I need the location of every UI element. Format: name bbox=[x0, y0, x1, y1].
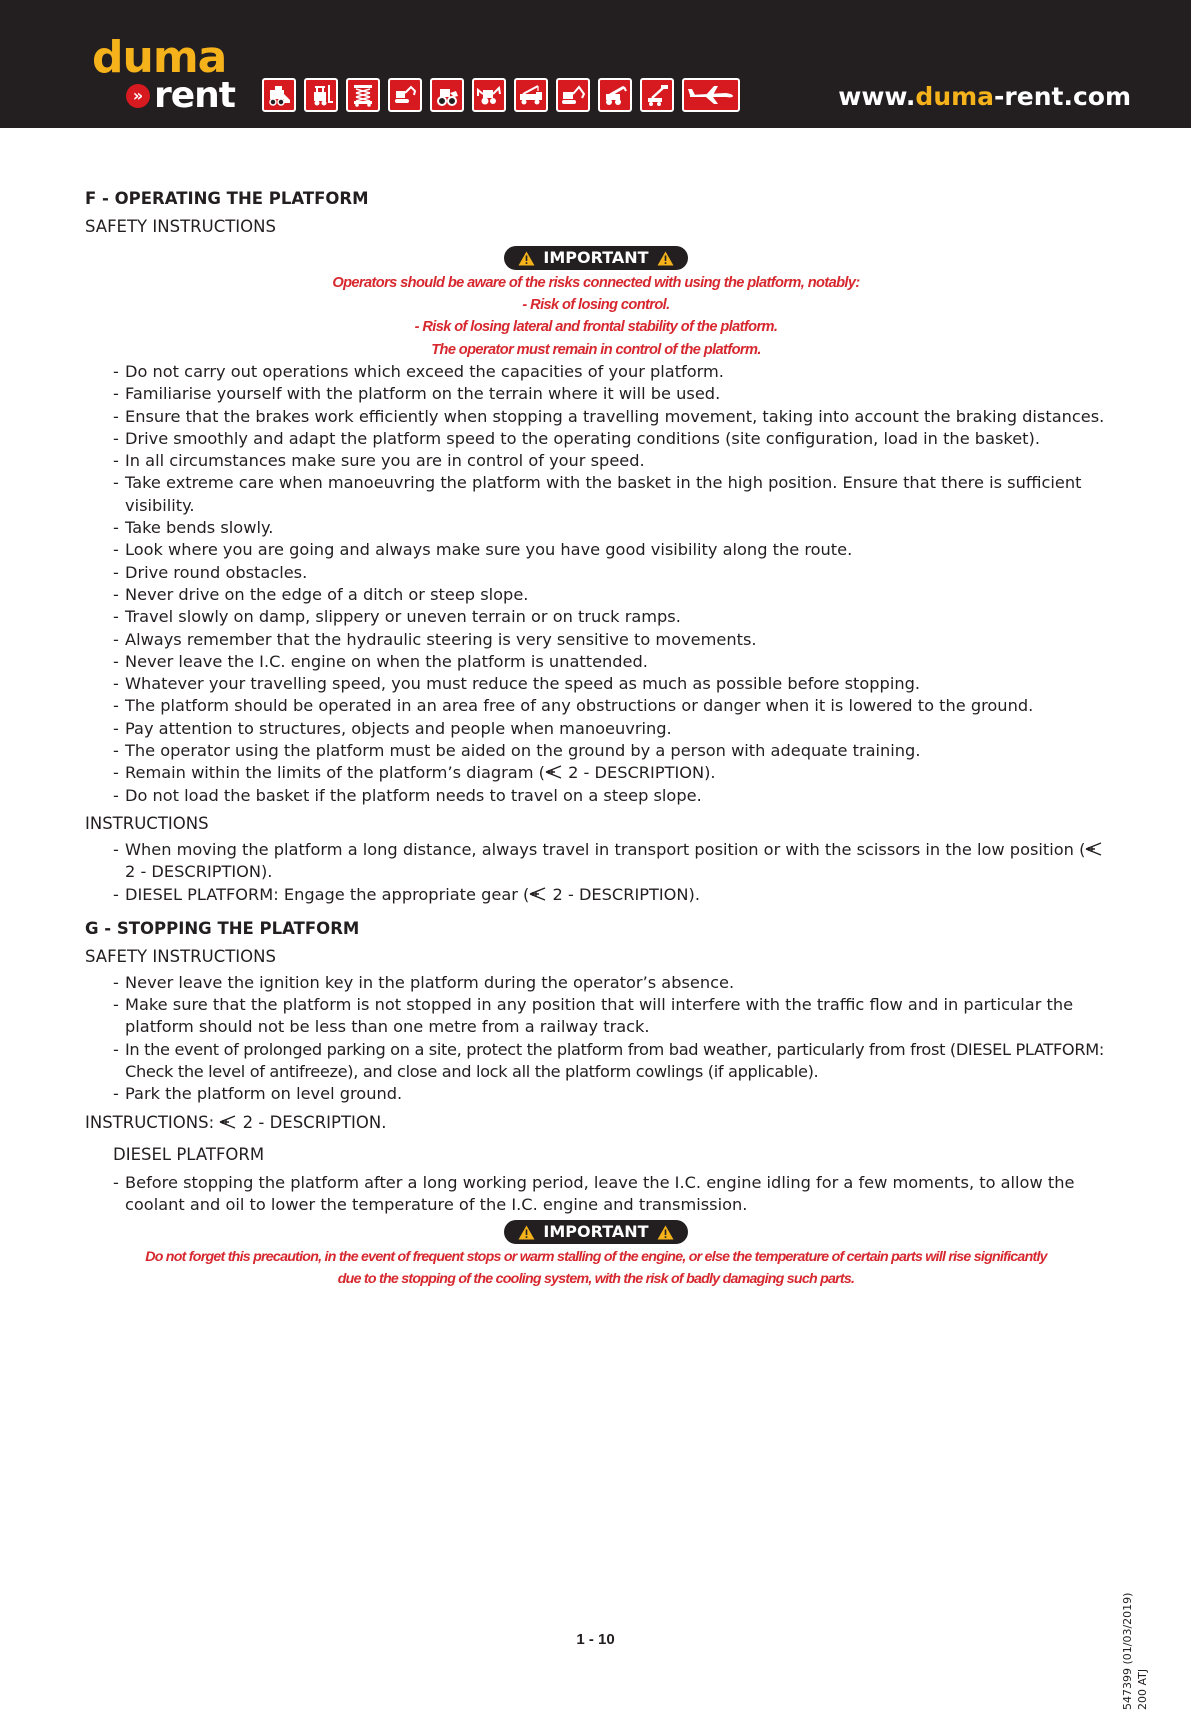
warning-icon bbox=[657, 251, 674, 266]
list-item: - Park the platform on level ground. bbox=[113, 1084, 403, 1104]
duma-rent-logo[interactable] bbox=[92, 32, 242, 116]
aircraft-icon bbox=[682, 78, 740, 112]
machine-icon-strip bbox=[262, 78, 740, 112]
important-note-g bbox=[85, 1246, 1107, 1291]
list-item: - Never leave the ignition key in the platform during the operator’s absence. bbox=[113, 972, 735, 992]
list-item: - Make sure that the platform is not stopped in any position that will interfere with the traffic flow and in particular the platform should not be less than one metre from a railway track. bbox=[113, 995, 1074, 1037]
list-item: - Remain within the limits of the platform’s diagram ( 2 - DESCRIPTION). bbox=[113, 763, 716, 783]
chevron-icon: » bbox=[126, 84, 150, 108]
diesel-platform-list bbox=[85, 1172, 1107, 1217]
list-item: - Do not carry out operations which exceed the capacities of your platform. bbox=[113, 361, 724, 381]
list-item: - Look where you are going and always make sure you have good visibility along the route. bbox=[113, 540, 853, 560]
reference-pointer-icon bbox=[219, 1115, 237, 1129]
list-item: - Do not load the basket if the platform needs to travel on a steep slope. bbox=[113, 785, 702, 805]
list-item: - Pay attention to structures, objects and people when manoeuvring. bbox=[113, 718, 672, 738]
list-item: - The operator using the platform must be aided on the ground by a person with adequate training. bbox=[113, 741, 921, 761]
excavator-icon bbox=[556, 78, 590, 112]
logo-rent-row bbox=[126, 75, 236, 116]
important-line: - Risk of losing control. bbox=[522, 297, 670, 314]
important-line: Do not forget this precaution, in the event of frequent stops or warm stalling of the engine, or else the temperature of certain parts will rise significantly bbox=[145, 1248, 1047, 1265]
list-item: - Always remember that the hydraulic steering is very sensitive to movements. bbox=[113, 629, 757, 649]
list-item: - Drive smoothly and adapt the platform speed to the operating conditions (site configuration, load in the basket). bbox=[113, 428, 1040, 448]
url-highlight: duma bbox=[915, 82, 995, 111]
important-badge bbox=[504, 246, 687, 270]
logo-rent-text: rent bbox=[154, 75, 236, 116]
forklift-icon bbox=[304, 78, 338, 112]
list-item: - DIESEL PLATFORM: Engage the appropriate gear ( 2 - DESCRIPTION). bbox=[113, 884, 700, 904]
skid-steer-icon bbox=[262, 78, 296, 112]
section-g-safety-list bbox=[85, 972, 1107, 1106]
section-f-safety-list bbox=[85, 361, 1107, 807]
important-line: The operator must remain in control of the platform. bbox=[431, 341, 761, 358]
reference-pointer-icon bbox=[529, 887, 547, 901]
important-note-f bbox=[85, 272, 1107, 361]
doc-ref-number: 547399 (01/03/2019) bbox=[1121, 1592, 1134, 1710]
crane-truck-icon bbox=[514, 78, 548, 112]
section-g-instructions-label: INSTRUCTIONS: 2 - DESCRIPTION. bbox=[85, 1112, 387, 1132]
section-f-instructions-list bbox=[85, 839, 1107, 906]
warning-icon bbox=[518, 251, 535, 266]
important-label: IMPORTANT bbox=[543, 248, 649, 267]
important-line: due to the stopping of the cooling system, with the risk of badly damaging such parts. bbox=[337, 1271, 855, 1288]
list-item: - Ensure that the brakes work efficiently when stopping a travelling movement, taking into account the braking distances. bbox=[113, 406, 1105, 426]
reference-pointer-icon bbox=[1085, 842, 1103, 856]
important-label: IMPORTANT bbox=[543, 1222, 649, 1242]
scissor-lift-icon bbox=[346, 78, 380, 112]
logo-duma-text: duma bbox=[92, 32, 227, 83]
backhoe-icon bbox=[472, 78, 506, 112]
list-item: - Take bends slowly. bbox=[113, 518, 274, 538]
important-badge-row bbox=[85, 246, 1107, 272]
important-line: - Risk of losing lateral and frontal stability of the platform. bbox=[414, 319, 778, 336]
list-item: - Take extreme care when manoeuvring the platform with the basket in the high position. Ensure that there is sufficient visibility. bbox=[113, 473, 1082, 515]
list-item: - Familiarise yourself with the platform on the terrain where it will be used. bbox=[113, 384, 721, 404]
page-header bbox=[0, 0, 1191, 128]
diesel-platform-label: DIESEL PLATFORM bbox=[113, 1144, 265, 1164]
section-f-safety-label: SAFETY INSTRUCTIONS bbox=[85, 217, 276, 236]
compact-loader-icon bbox=[430, 78, 464, 112]
list-item: - Before stopping the platform after a long working period, leave the I.C. engine idling for a few moments, to allow the coolant and oil to lower the temperature of the I.C. engine and transmission. bbox=[113, 1172, 1075, 1214]
list-item: - In the event of prolonged parking on a site, protect the platform from bad weather, particularly from frost (DIESEL PLATFORM: Check the level of antifreeze), and close and lock all the platform cowlings (if applicable). bbox=[113, 1039, 1104, 1081]
list-item: - Drive round obstacles. bbox=[113, 562, 308, 582]
important-line: Operators should be aware of the risks connected with using the platform, notably: bbox=[332, 274, 860, 291]
telehandler-icon bbox=[598, 78, 632, 112]
list-item: - Never leave the I.C. engine on when the platform is unattended. bbox=[113, 651, 648, 671]
mini-excavator-icon bbox=[388, 78, 422, 112]
list-item: - The platform should be operated in an area free of any obstructions or danger when it is lowered to the ground. bbox=[113, 696, 1034, 716]
doc-model: 200 ATJ bbox=[1136, 1668, 1149, 1710]
reference-pointer-icon bbox=[545, 765, 563, 779]
list-item: - Travel slowly on damp, slippery or uneven terrain or on truck ramps. bbox=[113, 607, 681, 627]
warning-icon bbox=[657, 1225, 674, 1240]
list-item: - When moving the platform a long distance, always travel in transport position or with the scissors in the low position ( 2 - DESCRIPTION). bbox=[113, 839, 1107, 884]
warning-icon bbox=[518, 1225, 535, 1240]
list-item: - Whatever your travelling speed, you must reduce the speed as much as possible before stopping. bbox=[113, 674, 921, 694]
document-body bbox=[85, 188, 1107, 1291]
section-f-instructions-label: INSTRUCTIONS bbox=[85, 813, 209, 833]
section-g-safety-label: SAFETY INSTRUCTIONS bbox=[85, 946, 276, 966]
page-number: 1 - 10 bbox=[576, 1631, 615, 1648]
url-prefix: www. bbox=[838, 82, 916, 111]
important-badge bbox=[504, 1220, 687, 1244]
section-g-title: G - STOPPING THE PLATFORM bbox=[85, 918, 360, 938]
url-suffix: -rent.com bbox=[994, 82, 1131, 111]
list-item: - In all circumstances make sure you are in control of your speed. bbox=[113, 451, 645, 471]
important-badge-row bbox=[85, 1220, 1107, 1246]
list-item: - Never drive on the edge of a ditch or steep slope. bbox=[113, 584, 529, 604]
website-link[interactable] bbox=[838, 82, 1131, 112]
section-f-title: F - OPERATING THE PLATFORM bbox=[85, 189, 369, 208]
boom-lift-icon bbox=[640, 78, 674, 112]
